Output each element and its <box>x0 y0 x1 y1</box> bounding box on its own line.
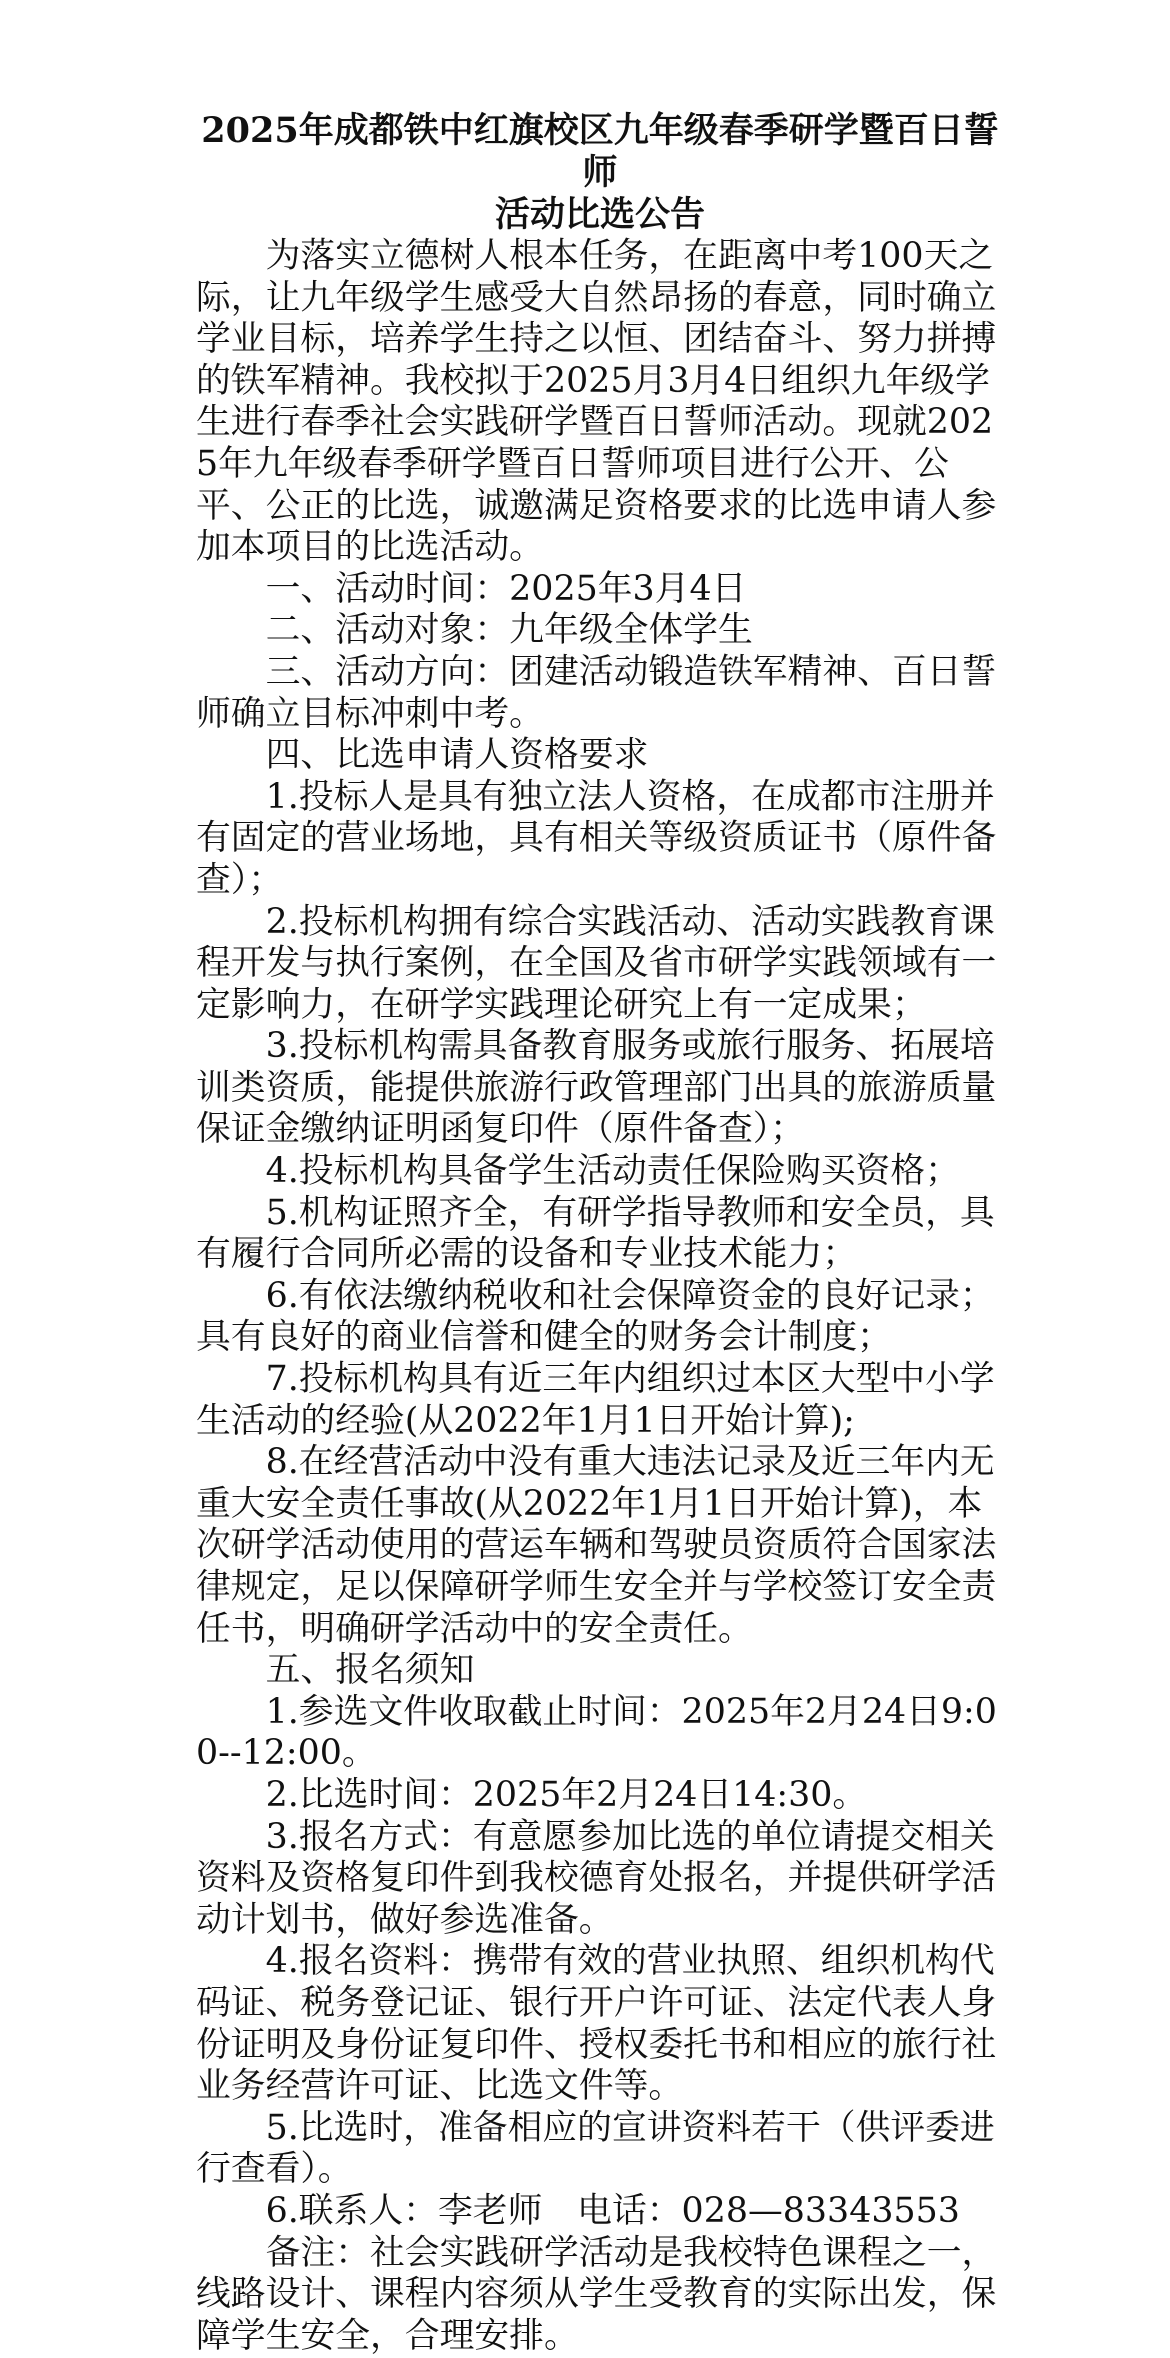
title-line-2: 活动比选公告 <box>494 194 705 235</box>
qualification-item: 3.投标机构需具备教育服务或旅行服务、拓展培训类资质，能提供旅游行政管理部门出具的旅游质量保证金缴纳证明函复印件（原件备查）； <box>196 1026 997 1150</box>
registration-item: 3.报名方式：有意愿参加比选的单位请提交相关资料及资格复印件到我校德育处报名，并提供研学活动计划书，做好参选准备。 <box>196 1816 997 1940</box>
qualification-item: 4.投标机构具备学生活动责任保险购买资格； <box>265 1151 960 1192</box>
qualification-item: 1.投标人是具有独立法人资格，在成都市注册并有固定的营业场地，具有相关等级资质证书（原件备查）； <box>196 776 997 900</box>
activity-time: 一、活动时间：2025年3月4日 <box>265 568 747 609</box>
qualification-item: 6.有依法缴纳税收和社会保障资金的良好记录；具有良好的商业信誉和健全的财务会计制度； <box>196 1275 995 1358</box>
remark-paragraph: 备注：社会实践研学活动是我校特色课程之一，线路设计、课程内容须从学生受教育的实际出发，保障学生安全，合理安排。 <box>196 2232 997 2356</box>
qualification-item: 8.在经营活动中没有重大违法记录及近三年内无重大安全责任事故(从2022年1月1日开始计算)，本次研学活动使用的营运车辆和驾驶员资质符合国家法律规定，足以保障研学师生安全并与学校签订安全责任书，明确研学活动中的安全责任。 <box>196 1442 997 1649</box>
announcement-document <box>196 110 1004 2357</box>
activity-direction: 三、活动方向：团建活动锻造铁军精神、百日誓师确立目标冲刺中考。 <box>196 651 997 734</box>
section-heading-qualifications: 四、比选申请人资格要求 <box>265 735 649 776</box>
announcement-title <box>196 110 1004 236</box>
announcement-body <box>196 236 1004 2357</box>
activity-target: 二、活动对象：九年级全体学生 <box>265 610 753 651</box>
qualification-item: 5.机构证照齐全，有研学指导教师和安全员，具有履行合同所必需的设备和专业技术能力； <box>196 1192 995 1275</box>
title-line-1: 2025年成都铁中红旗校区九年级春季研学暨百日誓师 <box>201 110 999 193</box>
registration-item: 1.参选文件收取截止时间：2025年2月24日9:00--12:00。 <box>196 1691 997 1774</box>
registration-item: 5.比选时，准备相应的宣讲资料若干（供评委进行查看）。 <box>196 2107 995 2190</box>
intro-paragraph: 为落实立德树人根本任务，在距离中考100天之际，让九年级学生感受大自然昂扬的春意，同时确立学业目标，培养学生持之以恒、团结奋斗、努力拼搏的铁军精神。我校拟于2025月3月4日组织九年级学生进行春季社会实践研学暨百日誓师活动。现就2025年九年级春季研学暨百日誓师项目进行公开、公平、公正的比选，诚邀满足资格要求的比选申请人参加本项目的比选活动。 <box>196 236 997 568</box>
section-heading-registration: 五、报名须知 <box>265 1650 475 1691</box>
contact-info: 6.联系人：李老师 电话：028—83343553 <box>265 2190 960 2231</box>
registration-item: 4.报名资料：携带有效的营业执照、组织机构代码证、税务登记证、银行开户许可证、法定代表人身份证明及身份证复印件、授权委托书和相应的旅行社业务经营许可证、比选文件等。 <box>196 1941 997 2107</box>
registration-item: 2.比选时间：2025年2月24日14:30。 <box>265 1774 868 1815</box>
qualification-item: 7.投标机构具有近三年内组织过本区大型中小学生活动的经验(从2022年1月1日开始计算); <box>196 1359 995 1441</box>
qualification-item: 2.投标机构拥有综合实践活动、活动实践教育课程开发与执行案例，在全国及省市研学实践领域有一定影响力，在研学实践理论研究上有一定成果； <box>196 901 997 1025</box>
